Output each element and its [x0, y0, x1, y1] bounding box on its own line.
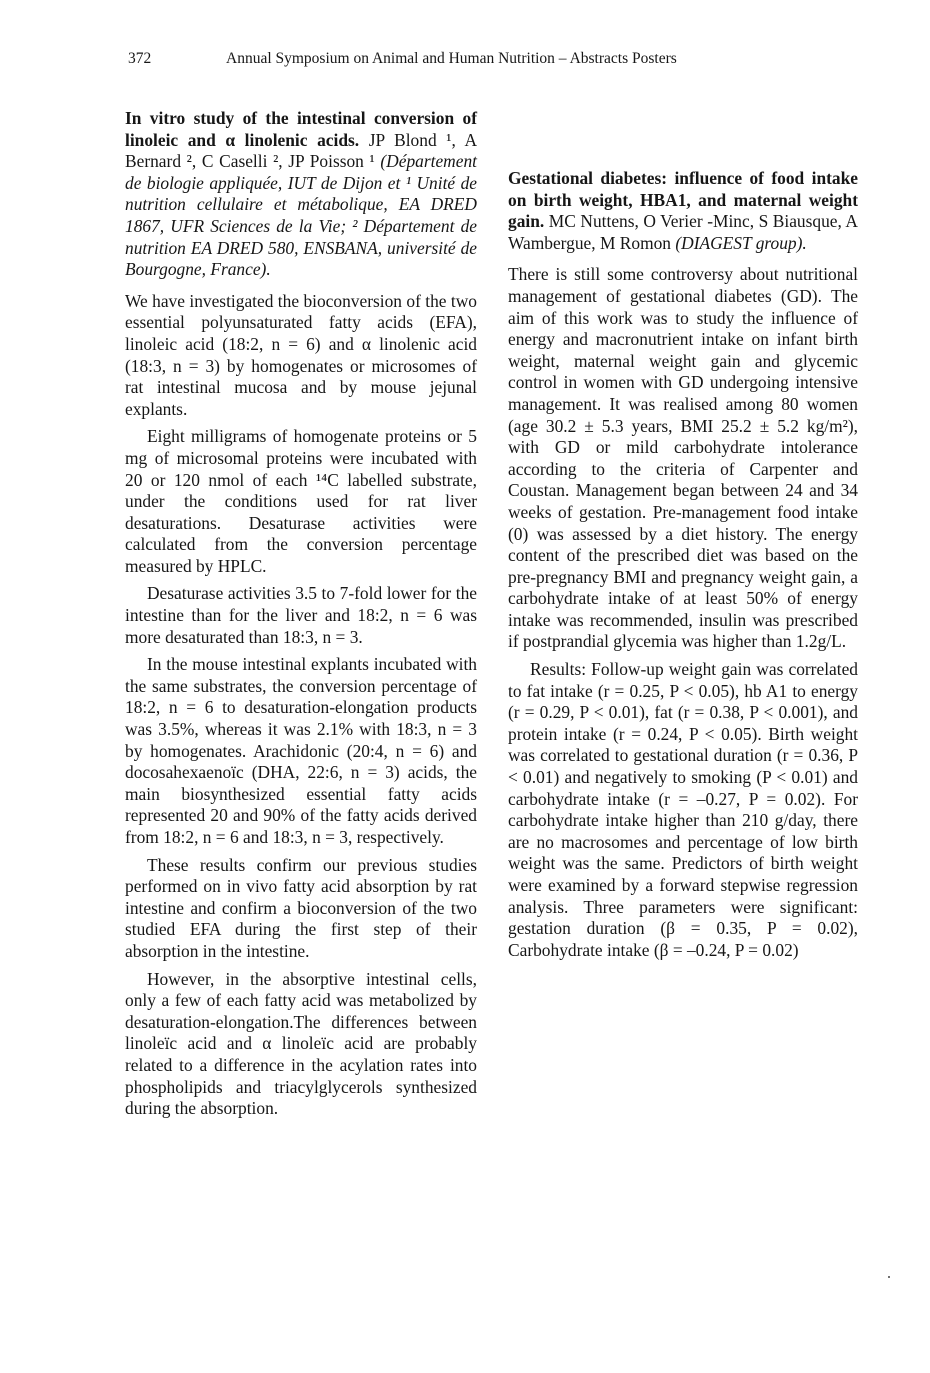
right-column	[508, 108, 858, 967]
abstract-1-affiliation: (Département de biologie appliquée, IUT de Dijon et ¹ Unité de nutrition cellulaire et métabolique, EA DRED 1867, UFR Sciences de la Vie; ² Département de nutrition EA DRED 580, ENSBANA, université de Bourgogne, France).	[125, 151, 477, 280]
stray-dot	[888, 1276, 890, 1278]
abstract-2-title: Gestational diabetes: influence of food intake on birth weight, HBA1, and maternal weight gain.	[508, 168, 858, 232]
abstract-1-heading	[125, 108, 477, 281]
abstract-1-paragraph-3: Desaturase activities 3.5 to 7-fold lower for the intestine than for the liver and 18:2, n = 6 was more desaturated than 18:3, n = 3.	[125, 583, 477, 647]
abstract-1-paragraph-2: Eight milligrams of homogenate proteins or 5 mg of microsomal proteins were incubated with 20 or 120 nmol of each ¹⁴C labelled substrate, under the conditions used for rat liver desaturations. Desaturase activities were calculated from the conversion percentage measured by HPLC.	[125, 426, 477, 576]
abstract-1-authors: JP Blond ¹, A Bernard ², C Caselli ², JP Poisson ¹	[125, 129, 478, 172]
running-title: Annual Symposium on Animal and Human Nutrition – Abstracts Posters	[226, 50, 677, 67]
abstract-1-title: In vitro study of the intestinal conversion of linoleic and α linolenic acids.	[125, 108, 477, 150]
abstract-1-paragraph-1: We have investigated the bioconversion of the two essential polyunsaturated fatty acids (EFA), linoleic acid (18:2, n = 6) and α linolenic acid (18:3, n = 3) by homogenates or microsomes of rat intestinal mucosa and by mouse jejunal explants.	[125, 290, 477, 419]
abstract-2-heading	[508, 168, 858, 254]
abstract-2-paragraph-2: Results: Follow-up weight gain was correlated to fat intake (r = 0.25, P < 0.05), hb A1 to energy (r = 0.29, P < 0.01), fat (r = 0.38, P < 0.001), and protein intake (r = 0.24, P < 0.05). Birth weight was correlated to gestational duration (r = 0.36, P < 0.01) and negatively to smoking (P < 0.01) and carbohydrate intake (r = –0.27, P = 0.02). For carbohydrate intake higher than 210 g/day, there are no macrosomes and percentage of low birth weight was the same. Predictors of birth weight were examined by a forward stepwise regression analysis. Three parameters were significant: gestation duration (β = 0.35, P = 0.02), Carbohydrate intake (β = –0.24, P = 0.02)	[508, 659, 858, 960]
abstract-2-authors: MC Nuttens, O Verier -Minc, S Biausque, A Wambergue, M Romon	[508, 211, 858, 253]
page-number: 372	[128, 50, 152, 67]
abstract-1-paragraph-5: These results confirm our previous studies performed on in vivo fatty acid absorption by rat intestine and confirm a bioconversion of the two studied EFA during the first step of their absorption in the intestine.	[125, 854, 477, 961]
page-header	[128, 50, 778, 74]
left-column	[125, 108, 477, 1126]
abstract-1-paragraph-6: However, in the absorptive intestinal cells, only a few of each fatty acid was metabolized by desaturation-elongation.The differences between linoleïc acid and α linoleïc acid are probably related to a difference in the acylation rates into phospholipids and triacylglycerols synthesized during the absorption.	[125, 968, 477, 1119]
abstract-1-paragraph-4: In the mouse intestinal explants incubated with the same substrates, the conversion percentage of 18:2, n = 6 to desaturation-elongation products was 3.5%, whereas it was 2.1% with 18:3, n = 3 by homogenates. Arachidonic (20:4, n = 6) and docosahexaenoïc (DHA, 22:6, n = 3) acids, the main biosynthesized essential fatty acids represented 20 and 90% of the fatty acids derived from 18:2, n = 6 and 18:3, n = 3, respectively.	[125, 654, 477, 847]
abstract-2-paragraph-1: There is still some controversy about nutritional management of gestational diabetes (GD). The aim of this work was to study the influence of energy and macronutrient intake on infant birth weight, maternal weight gain and glycemic control in women with GD undergoing intensive management. It was realised among 80 women (age 30.2 ± 5.3 years, BMI 25.2 ± 5.2 kg/m²), with GD or mild carbohydrate intolerance according to the criteria of Carpenter and Coustan. Management began between 24 and 34 weeks of gestation. Pre-management food intake (0) was assessed by a diet history. The energy content of the prescribed diet was based on the pre-pregnancy BMI and pregnancy weight gain, a carbohydrate intake of at least 50% of energy intake was recommended, insulin was prescribed if postprandial glycemia was higher than 1.2g/L.	[508, 264, 858, 652]
abstract-2-affiliation: (DIAGEST group).	[675, 232, 807, 253]
column-spacer	[508, 108, 858, 168]
